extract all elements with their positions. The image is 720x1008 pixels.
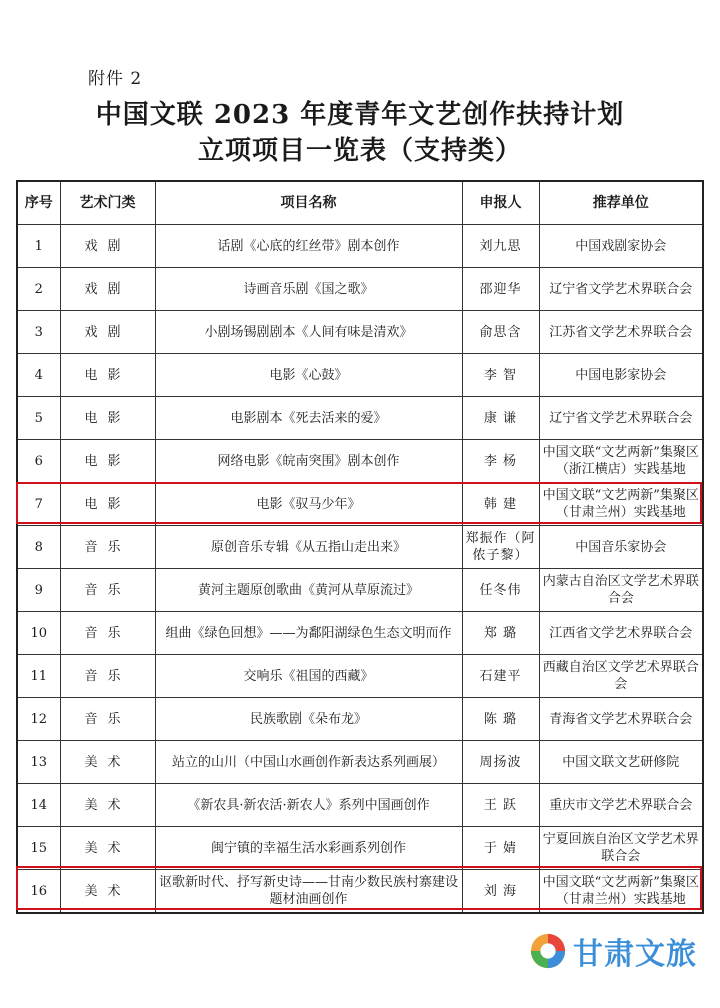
row-number: 16 [17, 870, 60, 914]
row-number: 4 [17, 354, 60, 397]
row-unit: 重庆市文学艺术界联合会 [539, 784, 703, 827]
row-number: 14 [17, 784, 60, 827]
row-category: 美术 [60, 741, 155, 784]
row-unit: 西藏自治区文学艺术界联合会 [539, 655, 703, 698]
row-project: 交响乐《祖国的西藏》 [155, 655, 462, 698]
row-number: 5 [17, 397, 60, 440]
document-title: 中国文联 2023 年度青年文艺创作扶持计划 [95, 100, 625, 130]
table-row [17, 354, 703, 397]
row-category: 美术 [60, 784, 155, 827]
row-project: 网络电影《皖南突围》剧本创作 [155, 440, 462, 483]
header-project: 项目名称 [155, 181, 462, 225]
row-unit: 中国戏剧家协会 [539, 225, 703, 268]
row-applicant: 俞思含 [462, 311, 539, 354]
table-row [17, 655, 703, 698]
header-unit: 推荐单位 [539, 181, 703, 225]
row-unit: 江苏省文学艺术界联合会 [539, 311, 703, 354]
header-number: 序号 [17, 181, 60, 225]
row-unit: 辽宁省文学艺术界联合会 [539, 397, 703, 440]
row-number: 8 [17, 526, 60, 569]
row-category: 戏剧 [60, 225, 155, 268]
row-unit: 中国文联“文艺两新”集聚区（甘肃兰州）实践基地 [539, 870, 703, 914]
row-project: 民族歌剧《朵布龙》 [155, 698, 462, 741]
row-project: 《新农具·新农活·新农人》系列中国画创作 [155, 784, 462, 827]
row-category: 电影 [60, 483, 155, 526]
row-unit: 中国音乐家协会 [539, 526, 703, 569]
row-number: 6 [17, 440, 60, 483]
row-applicant: 韩 建 [462, 483, 539, 526]
row-unit: 中国电影家协会 [539, 354, 703, 397]
row-number: 1 [17, 225, 60, 268]
row-category: 美术 [60, 870, 155, 914]
attachment-label: 附件 2 [88, 69, 143, 89]
table-row [17, 698, 703, 741]
table-row [17, 483, 703, 526]
row-applicant: 王 跃 [462, 784, 539, 827]
table-row [17, 311, 703, 354]
row-applicant: 任冬伟 [462, 569, 539, 612]
table-row [17, 397, 703, 440]
row-project: 电影剧本《死去活来的爱》 [155, 397, 462, 440]
document-subtitle: 立项项目一览表（支持类） [197, 136, 522, 166]
row-project: 诗画音乐剧《国之歌》 [155, 268, 462, 311]
row-number: 11 [17, 655, 60, 698]
row-unit: 中国文联“文艺两新”集聚区（甘肃兰州）实践基地 [539, 483, 703, 526]
table-row [17, 827, 703, 870]
table-header-row [17, 181, 703, 225]
gansu-culture-tourism-logo-icon [529, 932, 567, 970]
project-list-table [16, 180, 704, 914]
row-applicant: 邵迎华 [462, 268, 539, 311]
row-project: 原创音乐专辑《从五指山走出来》 [155, 526, 462, 569]
row-category: 戏剧 [60, 268, 155, 311]
row-number: 13 [17, 741, 60, 784]
row-number: 7 [17, 483, 60, 526]
table-row [17, 569, 703, 612]
row-project: 组曲《绿色回想》——为鄱阳湖绿色生态文明而作 [155, 612, 462, 655]
table-row [17, 225, 703, 268]
table-row [17, 526, 703, 569]
row-applicant: 李 杨 [462, 440, 539, 483]
row-number: 9 [17, 569, 60, 612]
row-category: 音乐 [60, 655, 155, 698]
row-applicant: 刘九思 [462, 225, 539, 268]
row-applicant: 石建平 [462, 655, 539, 698]
row-category: 电影 [60, 440, 155, 483]
row-category: 音乐 [60, 612, 155, 655]
row-project: 讴歌新时代、抒写新史诗——甘南少数民族村寨建设题材油画创作 [155, 870, 462, 914]
row-unit: 中国文联文艺研修院 [539, 741, 703, 784]
row-category: 电影 [60, 354, 155, 397]
row-unit: 内蒙古自治区文学艺术界联合会 [539, 569, 703, 612]
row-project: 话剧《心底的红丝带》剧本创作 [155, 225, 462, 268]
row-project: 电影《心鼓》 [155, 354, 462, 397]
row-unit: 中国文联“文艺两新”集聚区（浙江横店）实践基地 [539, 440, 703, 483]
row-applicant: 郑 璐 [462, 612, 539, 655]
row-applicant: 于 婧 [462, 827, 539, 870]
row-unit: 青海省文学艺术界联合会 [539, 698, 703, 741]
row-category: 音乐 [60, 569, 155, 612]
row-applicant: 刘 海 [462, 870, 539, 914]
row-applicant: 陈 璐 [462, 698, 539, 741]
row-category: 音乐 [60, 526, 155, 569]
row-number: 12 [17, 698, 60, 741]
row-number: 10 [17, 612, 60, 655]
row-unit: 江西省文学艺术界联合会 [539, 612, 703, 655]
row-number: 3 [17, 311, 60, 354]
table-row [17, 870, 703, 914]
row-project: 站立的山川（中国山水画创作新表达系列画展） [155, 741, 462, 784]
watermark-text: 甘肃文旅 [573, 937, 697, 972]
row-category: 戏剧 [60, 311, 155, 354]
table-row [17, 784, 703, 827]
row-applicant: 周扬波 [462, 741, 539, 784]
row-category: 美术 [60, 827, 155, 870]
row-category: 音乐 [60, 698, 155, 741]
watermark [529, 930, 709, 972]
row-unit: 宁夏回族自治区文学艺术界联合会 [539, 827, 703, 870]
row-project: 电影《驭马少年》 [155, 483, 462, 526]
row-category: 电影 [60, 397, 155, 440]
row-project: 闽宁镇的幸福生活水彩画系列创作 [155, 827, 462, 870]
table-row [17, 612, 703, 655]
row-project: 小剧场锡剧剧本《人间有味是清欢》 [155, 311, 462, 354]
table-row [17, 741, 703, 784]
row-number: 15 [17, 827, 60, 870]
row-applicant: 李 智 [462, 354, 539, 397]
row-applicant: 康 谦 [462, 397, 539, 440]
header-applicant: 申报人 [462, 181, 539, 225]
row-applicant: 郑振作（阿侬子黎） [462, 526, 539, 569]
row-unit: 辽宁省文学艺术界联合会 [539, 268, 703, 311]
table-row [17, 268, 703, 311]
header-category: 艺术门类 [60, 181, 155, 225]
row-number: 2 [17, 268, 60, 311]
row-project: 黄河主题原创歌曲《黄河从草原流过》 [155, 569, 462, 612]
table-row [17, 440, 703, 483]
